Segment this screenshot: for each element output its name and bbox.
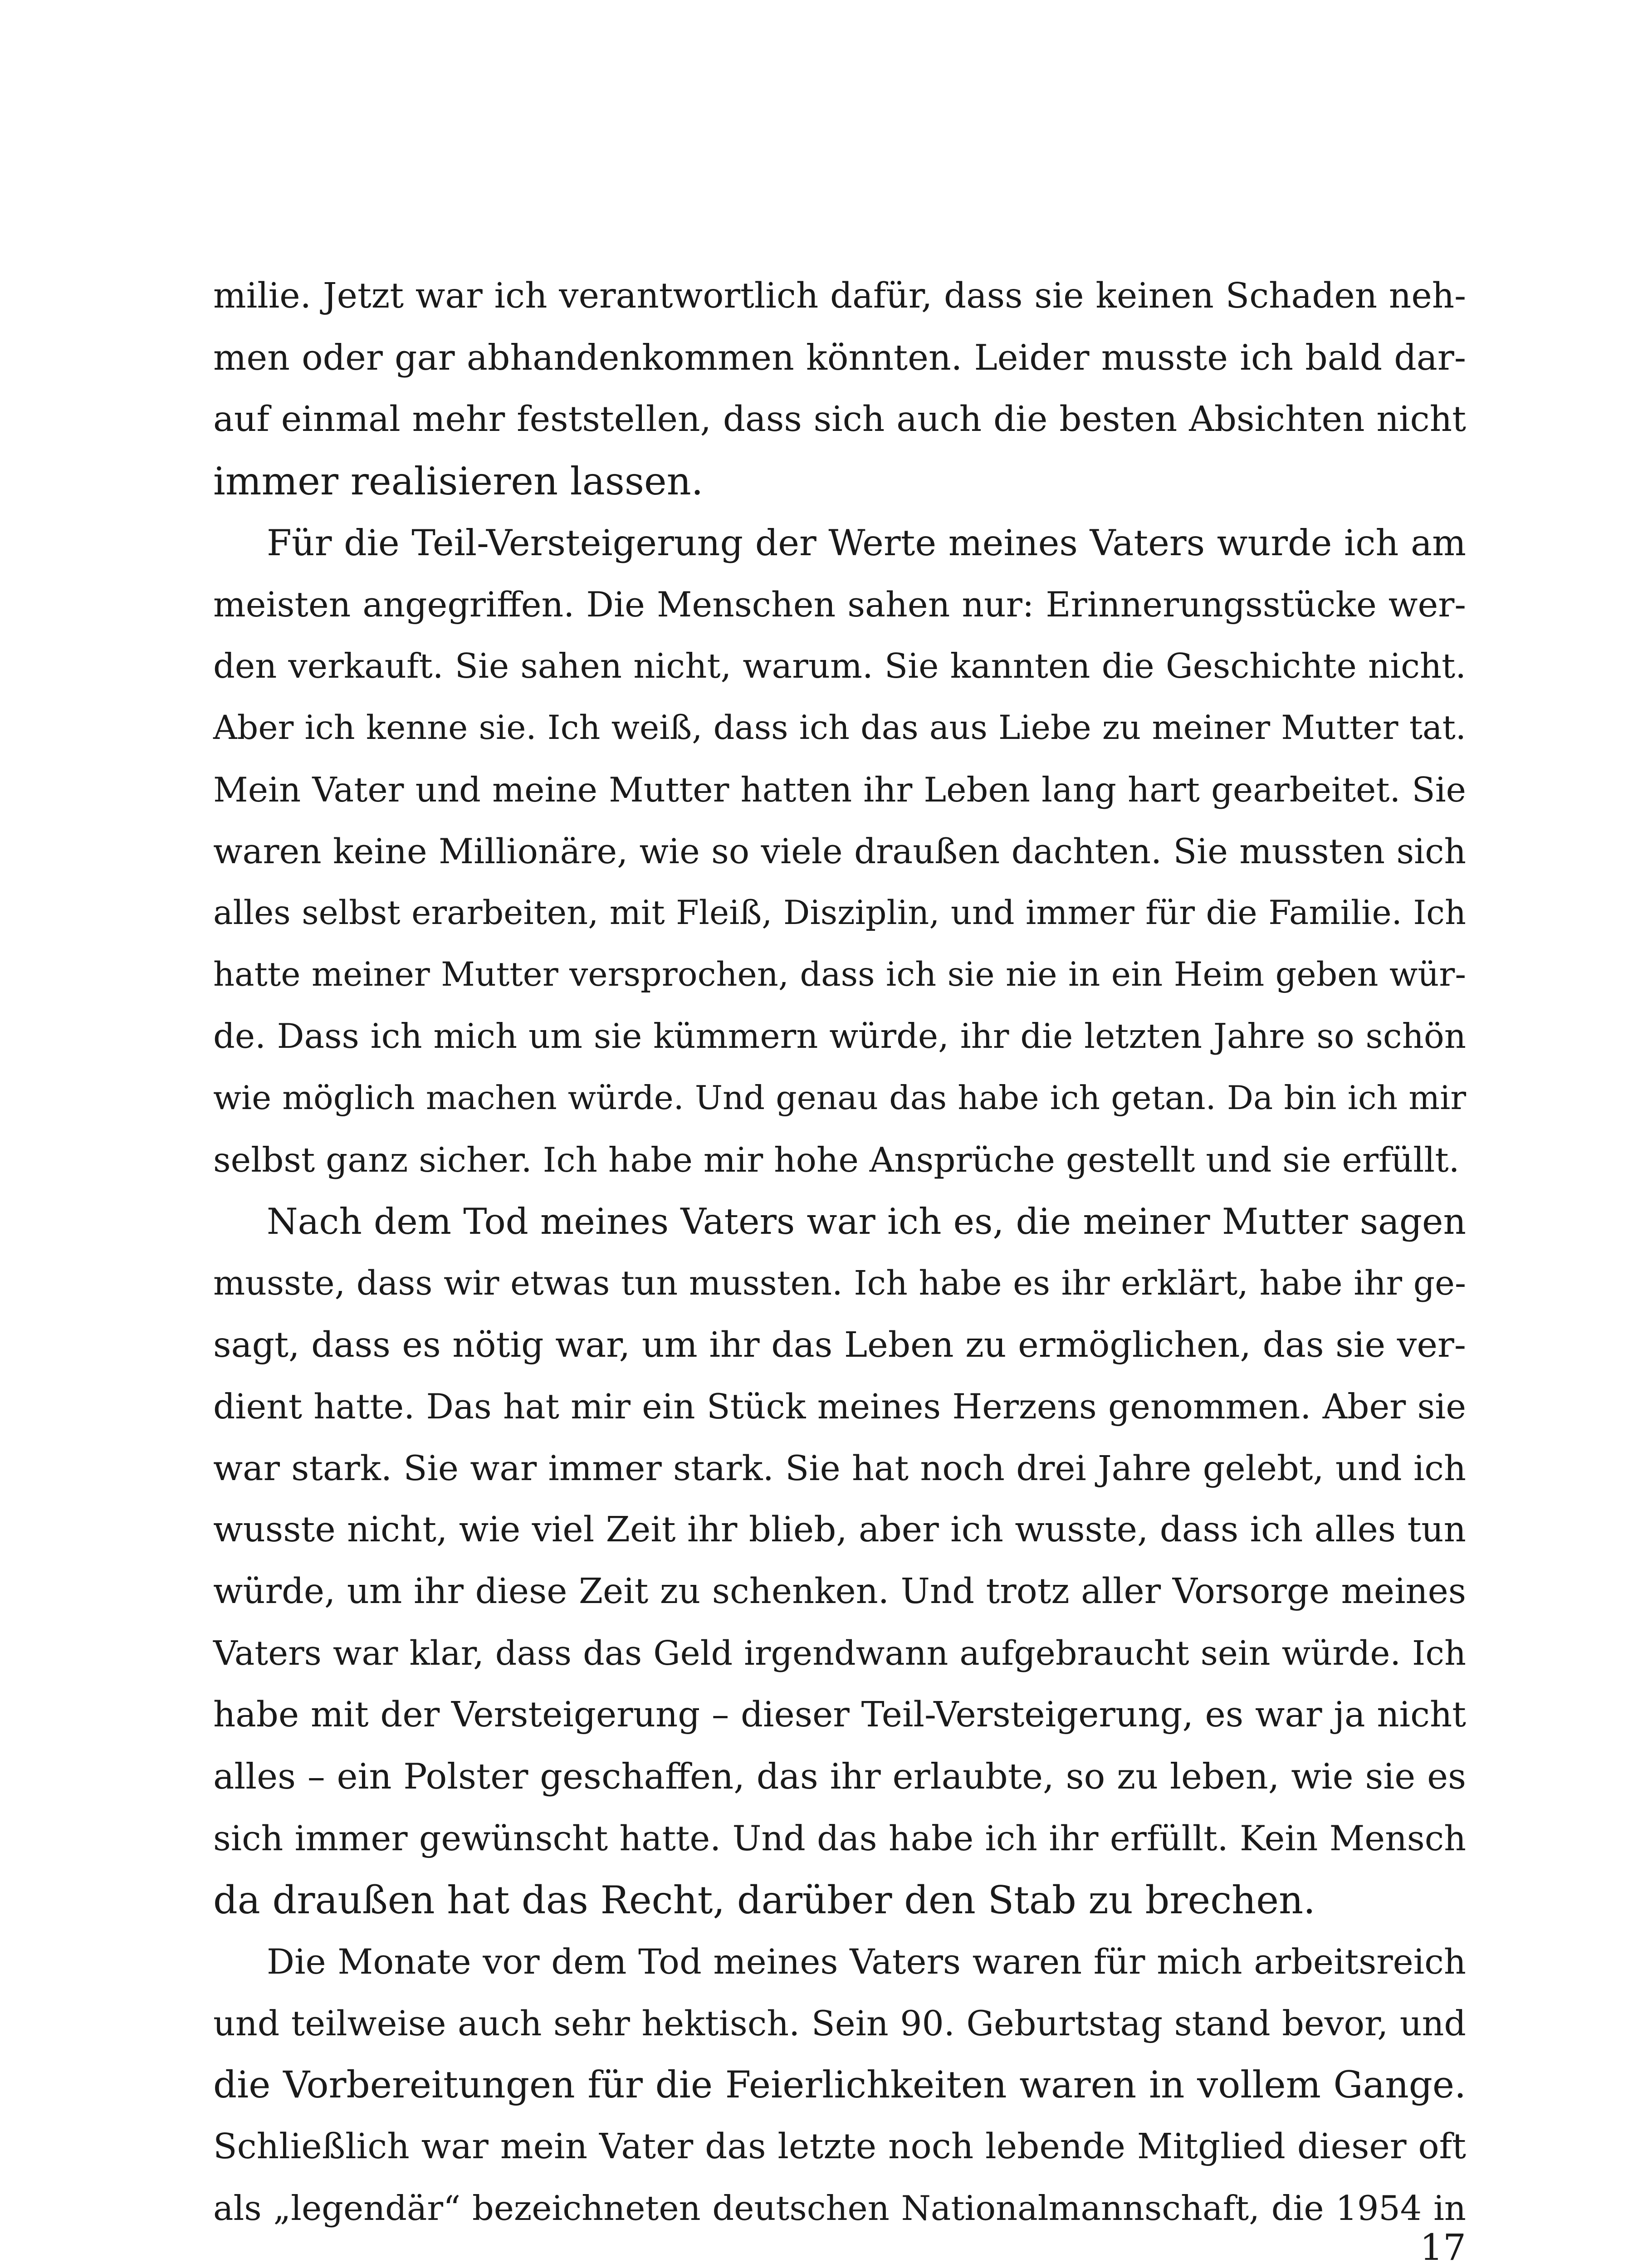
- body-text: [213, 265, 1466, 2239]
- paragraph-start-line: Für die Teil-Versteigerung der Werte meines Vaters wurde ich am: [267, 522, 1466, 564]
- text-line: milie. Jetzt war ich verantwortlich dafür, dass sie keinen Schaden neh-: [213, 276, 1466, 316]
- text-line: wie möglich machen würde. Und genau das habe ich getan. Da bin ich mir: [213, 1079, 1466, 1117]
- page-number: 17: [1420, 2226, 1466, 2268]
- text-line: Aber ich kenne sie. Ich weiß, dass ich das aus Liebe zu meiner Mutter tat.: [213, 709, 1466, 747]
- text-line: Mein Vater und meine Mutter hatten ihr Leben lang hart gearbeitet. Sie: [213, 770, 1466, 810]
- text-line: als „legendär“ bezeichneten deutschen Nationalmannschaft, die 1954 in: [213, 2189, 1466, 2228]
- paragraph-start-line: Nach dem Tod meines Vaters war ich es, die meiner Mutter sagen: [267, 1201, 1466, 1242]
- text-line: dient hatte. Das hat mir ein Stück meines Herzens genommen. Aber sie: [213, 1387, 1466, 1427]
- text-line: den verkauft. Sie sahen nicht, warum. Sie kannten die Geschichte nicht.: [213, 646, 1466, 686]
- text-line: die Vorbereitungen für die Feierlichkeiten waren in vollem Gange.: [213, 2063, 1466, 2107]
- paragraph-start-line: Die Monate vor dem Tod meines Vaters waren für mich arbeitsreich: [267, 1941, 1466, 1982]
- text-line: würde, um ihr diese Zeit zu schenken. Und trotz aller Vorsorge meines: [213, 1571, 1466, 1612]
- text-line: auf einmal mehr feststellen, dass sich auch die besten Absichten nicht: [213, 399, 1466, 440]
- text-line: immer realisieren lassen.: [213, 459, 704, 503]
- text-line: musste, dass wir etwas tun mussten. Ich habe es ihr erklärt, habe ihr ge-: [213, 1264, 1466, 1303]
- text-line: meisten angegriffen. Die Menschen sahen nur: Erinnerungsstücke wer-: [213, 585, 1466, 625]
- text-line: selbst ganz sicher. Ich habe mir hohe Ansprüche gestellt und sie erfüllt.: [213, 1140, 1460, 1180]
- text-line: alles – ein Polster geschaffen, das ihr erlaubte, so zu leben, wie sie es: [213, 1756, 1466, 1797]
- text-line: Schließlich war mein Vater das letzte noch lebende Mitglied dieser oft: [213, 2126, 1466, 2167]
- text-line: wusste nicht, wie viel Zeit ihr blieb, aber ich wusste, dass ich alles tun: [213, 1510, 1466, 1550]
- text-line: da draußen hat das Recht, darüber den Stab zu brechen.: [213, 1878, 1315, 1922]
- text-line: war stark. Sie war immer stark. Sie hat noch drei Jahre gelebt, und ich: [213, 1448, 1466, 1488]
- text-line: sagt, dass es nötig war, um ihr das Leben zu ermöglichen, das sie ver-: [213, 1325, 1466, 1365]
- text-line: men oder gar abhandenkommen könnten. Leider musste ich bald dar-: [213, 337, 1466, 378]
- text-line: Vaters war klar, dass das Geld irgendwann aufgebraucht sein würde. Ich: [213, 1633, 1466, 1673]
- text-line: habe mit der Versteigerung – dieser Teil-Versteigerung, es war ja nicht: [213, 1695, 1466, 1735]
- text-line: sich immer gewünscht hatte. Und das habe ich ihr erfüllt. Kein Mensch: [213, 1818, 1466, 1858]
- text-line: hatte meiner Mutter versprochen, dass ich sie nie in ein Heim geben wür-: [213, 955, 1466, 994]
- text-line: alles selbst erarbeiten, mit Fleiß, Disziplin, und immer für die Familie. Ich: [213, 894, 1466, 932]
- text-line: de. Dass ich mich um sie kümmern würde, ihr die letzten Jahre so schön: [213, 1017, 1466, 1056]
- text-line: und teilweise auch sehr hektisch. Sein 90. Geburtstag stand bevor, und: [213, 2004, 1466, 2043]
- text-line: waren keine Millionäre, wie so viele draußen dachten. Sie mussten sich: [213, 831, 1466, 871]
